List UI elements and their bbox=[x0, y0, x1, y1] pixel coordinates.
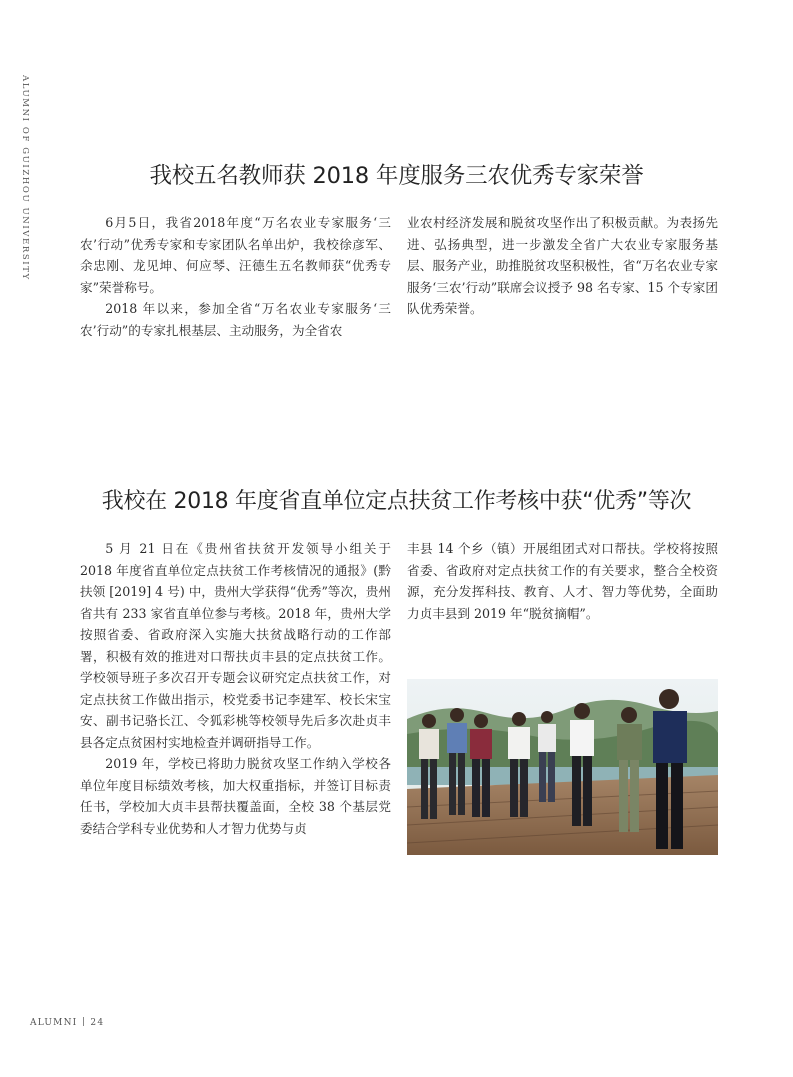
article1-paragraph: 业农村经济发展和脱贫攻坚作出了积极贡献。为表扬先进、弘扬典型，进一步激发全省广大农业专家服务基层、服务产业，助推脱贫攻坚积极性，省“万名农业专家服务‘三农’行动”联席会议授予 98 名专家、15 个专家团队优秀荣誉。 bbox=[407, 215, 718, 316]
article2-left-column bbox=[80, 538, 391, 839]
article1-right-column bbox=[407, 212, 718, 320]
article2-paragraph: 丰县 14 个乡（镇）开展组团式对口帮扶。学校将按照省委、省政府对定点扶贫工作的有关要求，整合全校资源，充分发挥科技、教育、人才、智力等优势，全面助力贞丰县到 2019 年“脱贫摘帽”。 bbox=[407, 541, 718, 621]
article1-paragraph: 2018 年以来，参加全省“万名农业专家服务‘三农’行动”的专家扎根基层、主动服务，为全省农 bbox=[80, 301, 391, 338]
article2-right-column bbox=[407, 538, 718, 624]
article1-title: 我校五名教师获 2018 年度服务三农优秀专家荣誉 bbox=[149, 163, 644, 189]
page-footer bbox=[30, 1017, 104, 1028]
article2-title: 我校在 2018 年度省直单位定点扶贫工作考核中获“优秀”等次 bbox=[101, 489, 692, 514]
article2-paragraph: 5 月 21 日在《贵州省扶贫开发领导小组关于 2018 年度省直单位定点扶贫工作考核情况的通报》(黔扶领 [2019] 4 号) 中，贵州大学获得“优秀”等次，贵州省共有 233 家省直单位参与考核。2018 年，贵州大学按照省委、省政府深入实施大扶贫战略行动的工作部署，积极有效的推进对口帮扶贞丰县的定点扶贫工作。学校领导班子多次召开专题会议研究定点扶贫工作，对定点扶贫工作做出指示，校党委书记李建军、校长宋宝安、副书记骆长江、令狐彩桃等校领导先后多次赴贞丰县各定点贫困村实地检查并调研指导工作。 bbox=[80, 541, 391, 750]
group-photo bbox=[407, 679, 718, 855]
side-label-text: ALUMNI OF GUIZHOU UNIVERSITY bbox=[20, 75, 30, 281]
article2-paragraph: 2019 年，学校已将助力脱贫攻坚工作纳入学校各单位年度目标绩效考核，加大权重指标，并签订目标责任书，学校加大贞丰县帮扶覆盖面，全校 38 个基层党委结合学科专业优势和人才智力优势与贞 bbox=[80, 756, 391, 836]
footer-label: ALUMNI bbox=[30, 1018, 78, 1028]
footer-divider bbox=[83, 1017, 84, 1026]
page-number: 24 bbox=[90, 1018, 105, 1028]
article1-left-column bbox=[80, 212, 391, 341]
article1-paragraph: 6月5日，我省2018年度“万名农业专家服务‘三农’行动”优秀专家和专家团队名单出炉，我校徐彦军、余忠刚、龙见坤、何应琴、汪德生五名教师获“优秀专家”荣誉称号。 bbox=[80, 215, 391, 295]
